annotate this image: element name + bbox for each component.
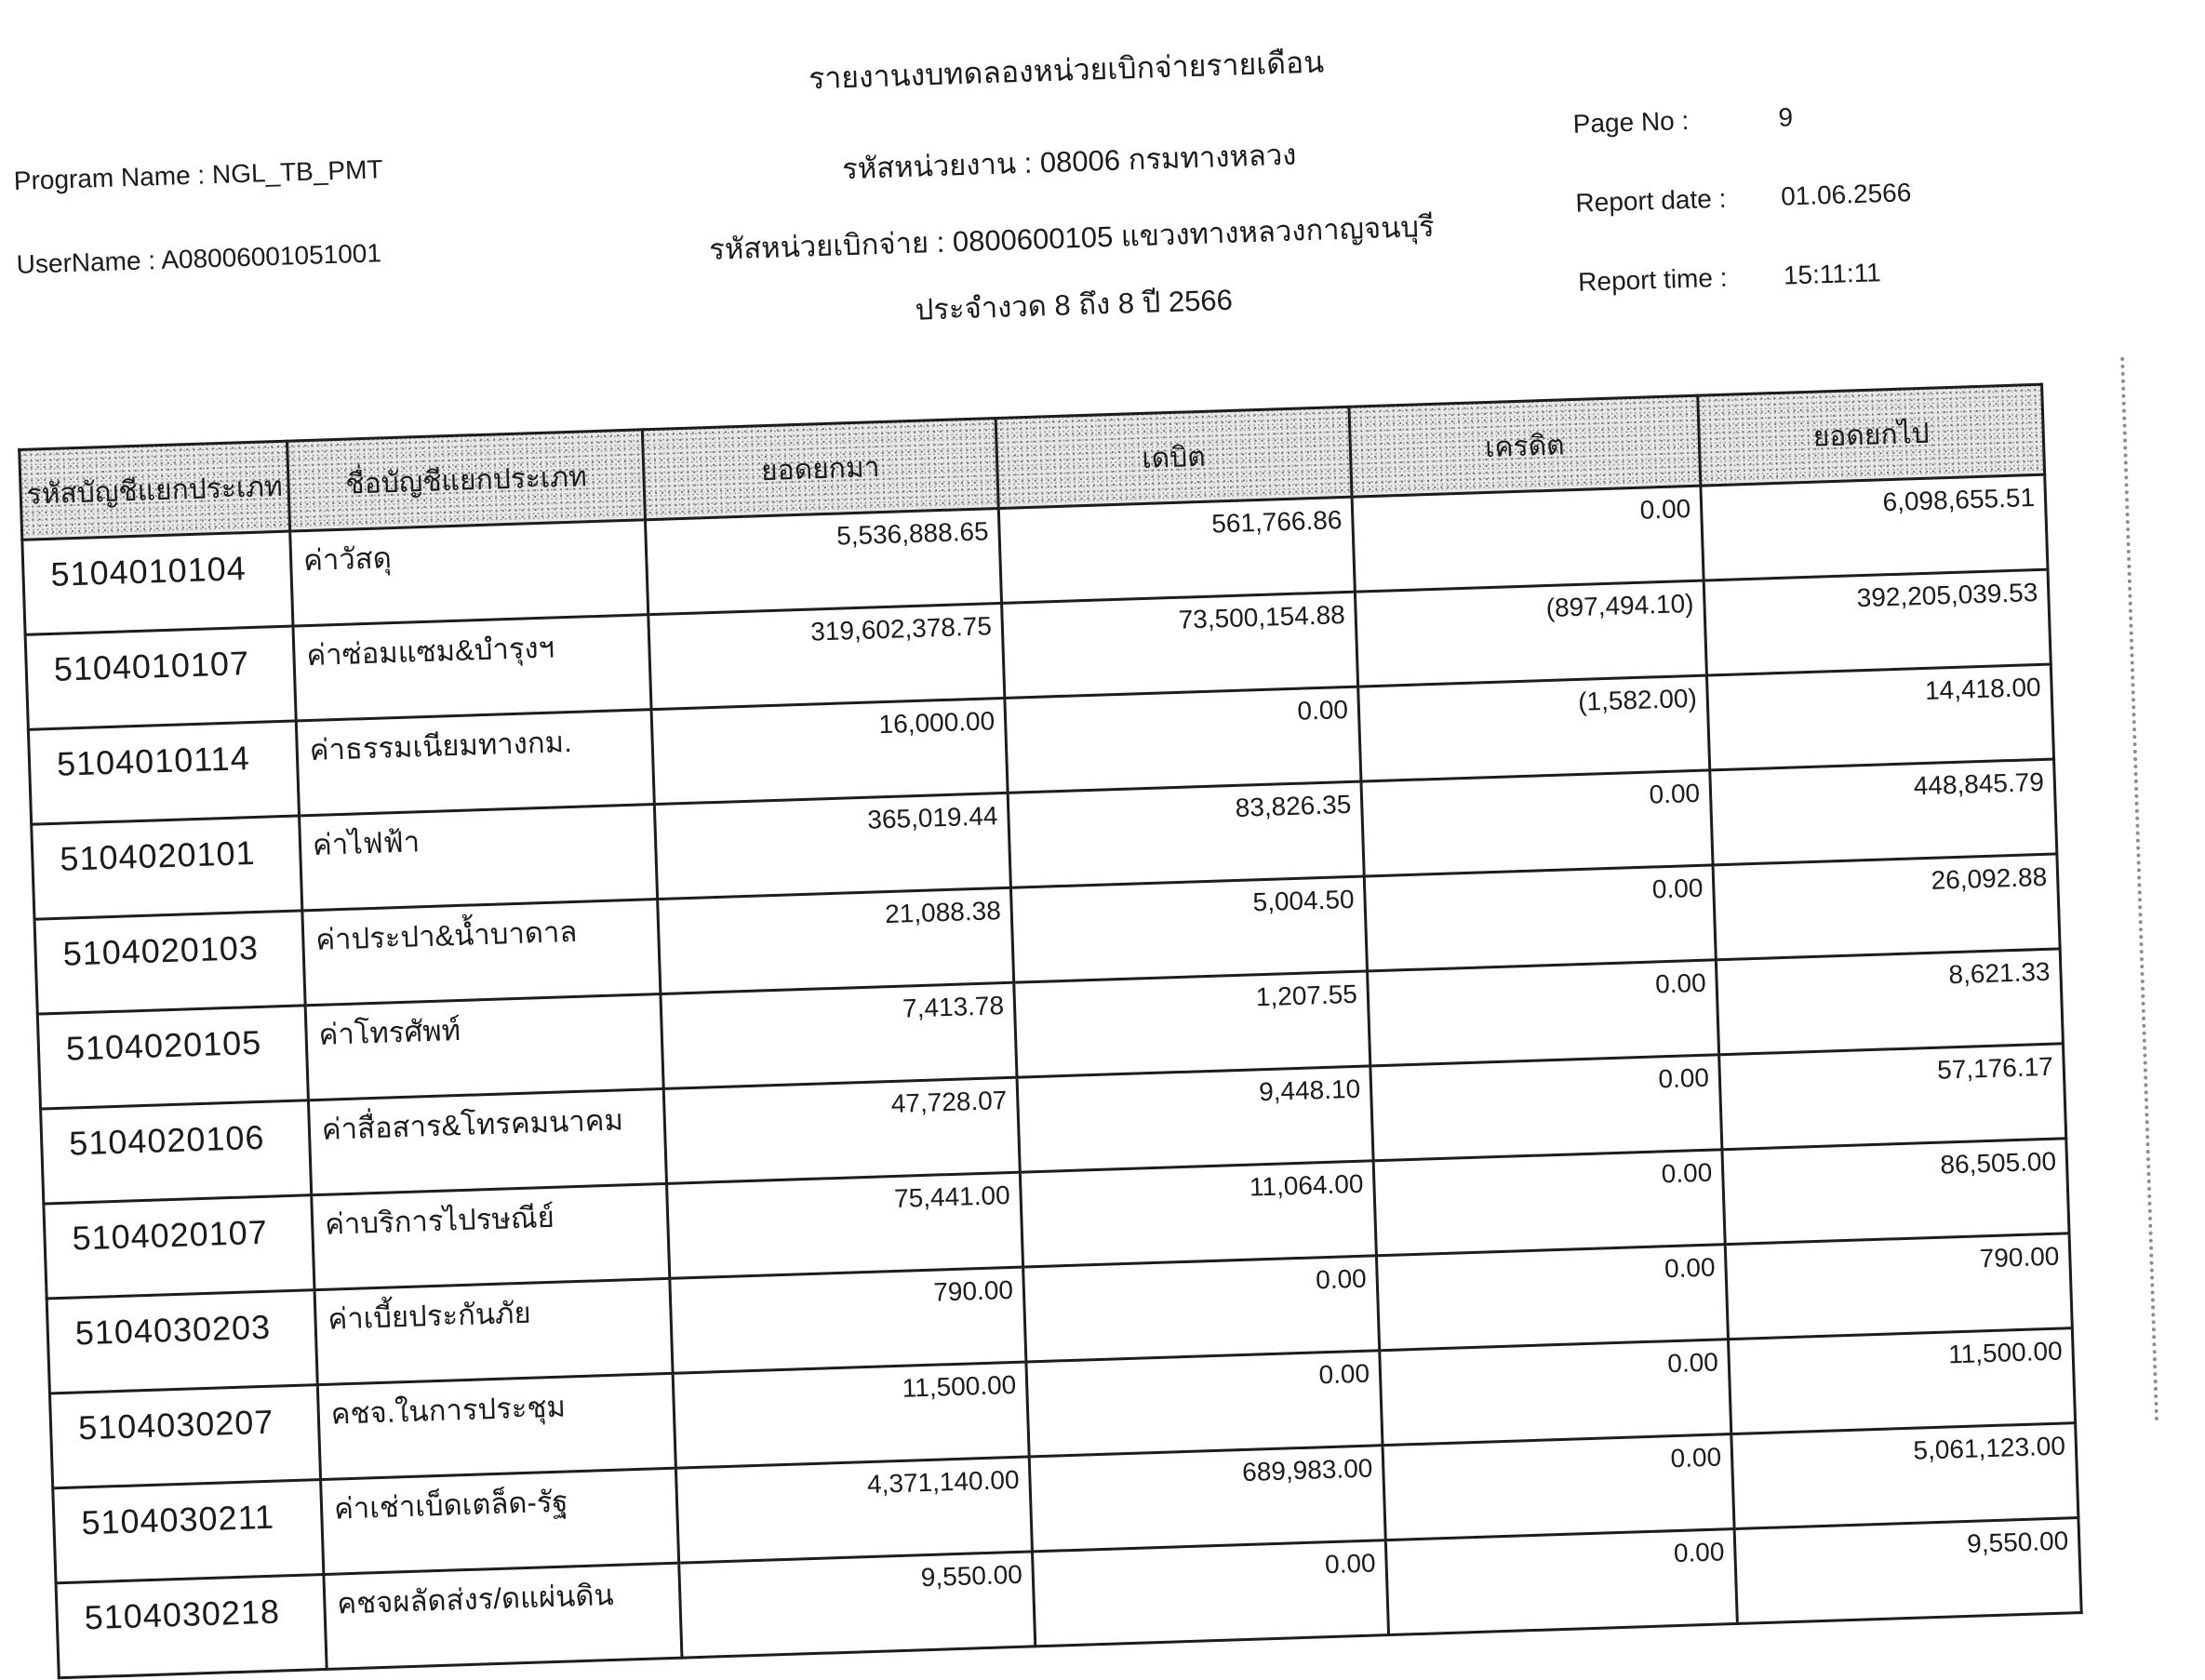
opening-balance-cell: 5,536,888.65	[645, 508, 1001, 614]
account-code-cell: 5104010104	[22, 531, 293, 634]
opening-balance-cell: 16,000.00	[651, 698, 1008, 804]
page-edge-artifact	[2120, 357, 2158, 1422]
account-name-cell: ค่าเช่าเบ็ดเตล็ด-รัฐ	[321, 1468, 679, 1574]
closing-balance-cell: 8,621.33	[1716, 949, 2063, 1055]
debit-cell: 5,004.50	[1010, 876, 1367, 982]
header-debit: เดบิต	[996, 407, 1352, 508]
period-line: ประจำงวด 8 ถึง 8 ปี 2566	[915, 283, 1234, 327]
account-name-cell: ค่าบริการไปรษณีย์	[312, 1183, 670, 1289]
account-code-cell: 5104020103	[34, 911, 305, 1014]
opening-balance-cell: 365,019.44	[654, 793, 1010, 899]
header-closing-balance: ยอดยกไป	[1698, 384, 2045, 486]
account-code-cell: 5104030218	[56, 1575, 327, 1678]
closing-balance-cell: 9,550.00	[1734, 1518, 2081, 1624]
credit-cell: (897,494.10)	[1355, 580, 1706, 687]
opening-balance-cell: 7,413.78	[661, 982, 1017, 1088]
closing-balance-cell: 57,176.17	[1719, 1044, 2066, 1150]
credit-cell: 0.00	[1373, 1150, 1725, 1256]
trial-balance-table	[18, 383, 2083, 1680]
credit-cell: 0.00	[1361, 770, 1713, 876]
header-account-name: ชื่อบัญชีแยกประเภท	[287, 430, 646, 531]
account-code-cell: 5104010114	[28, 721, 299, 824]
closing-balance-cell: 86,505.00	[1722, 1139, 2069, 1245]
debit-cell: 83,826.35	[1008, 781, 1364, 887]
credit-cell: 0.00	[1376, 1245, 1728, 1351]
account-code-cell: 5104020106	[41, 1100, 312, 1204]
header-opening-balance: ยอดยกมา	[642, 419, 998, 520]
debit-cell: 561,766.86	[998, 497, 1355, 603]
program-name-label: Program Name :	[13, 160, 206, 195]
disbursement-unit-line: รหัสหน่วยเบิกจ่าย : 0800600105 แขวงทางหลวงกาญจนบุรี	[708, 209, 1436, 266]
account-name-cell: ค่าซ่อมแซม&บำรุงฯ	[293, 615, 651, 721]
closing-balance-cell: 14,418.00	[1706, 664, 2053, 770]
account-name-cell: ค่าโทรศัพท์	[305, 993, 663, 1100]
opening-balance-cell: 9,550.00	[679, 1552, 1036, 1658]
credit-cell: 0.00	[1383, 1434, 1734, 1540]
report-time-value: 15:11:11	[1783, 258, 1882, 290]
debit-cell: 11,064.00	[1020, 1161, 1376, 1267]
report-date-value: 01.06.2566	[1780, 178, 1912, 211]
username-label: UserName :	[16, 246, 156, 279]
opening-balance-cell: 319,602,378.75	[648, 603, 1005, 709]
opening-balance-cell: 790.00	[670, 1267, 1026, 1373]
account-code-cell: 5104030211	[53, 1480, 324, 1583]
account-code-cell: 5104030203	[47, 1290, 317, 1393]
account-name-cell: ค่าเบี้ยประกันภัย	[314, 1278, 673, 1384]
credit-cell: (1,582.00)	[1358, 675, 1710, 781]
account-name-cell: คชจผลัดส่งร/ดแผ่นดิน	[324, 1563, 682, 1669]
closing-balance-cell: 5,061,123.00	[1731, 1423, 2078, 1529]
debit-cell: 0.00	[1032, 1540, 1388, 1647]
page-no-value: 9	[1777, 102, 1794, 132]
account-code-cell: 5104020101	[32, 816, 302, 919]
report-title: รายงานงบทดลองหน่วยเบิกจ่ายรายเดือน	[808, 45, 1325, 96]
opening-balance-cell: 11,500.00	[673, 1362, 1029, 1468]
credit-cell: 0.00	[1370, 1055, 1722, 1161]
table-body	[22, 474, 2081, 1678]
closing-balance-cell: 448,845.79	[1710, 759, 2057, 865]
debit-cell: 73,500,154.88	[1002, 592, 1358, 698]
opening-balance-cell: 21,088.38	[658, 887, 1014, 993]
credit-cell: 0.00	[1368, 960, 1719, 1066]
account-name-cell: ค่าประปา&น้ำบาดาล	[302, 900, 661, 1006]
header-credit: เครดิต	[1349, 395, 1701, 497]
report-time-label: Report time :	[1577, 262, 1728, 297]
debit-cell: 0.00	[1023, 1256, 1380, 1362]
closing-balance-cell: 26,092.88	[1713, 854, 2060, 960]
closing-balance-cell: 790.00	[1725, 1233, 2072, 1340]
account-name-cell: ค่าธรรมเนียมทางกม.	[296, 710, 654, 816]
debit-cell: 689,983.00	[1029, 1446, 1385, 1552]
report-date-label: Report date :	[1574, 183, 1727, 218]
debit-cell: 9,448.10	[1017, 1066, 1373, 1172]
opening-balance-cell: 47,728.07	[663, 1077, 1020, 1183]
debit-cell: 0.00	[1026, 1351, 1383, 1457]
closing-balance-cell: 11,500.00	[1729, 1328, 2076, 1434]
debit-cell: 1,207.55	[1014, 971, 1370, 1077]
credit-cell: 0.00	[1380, 1340, 1731, 1446]
closing-balance-cell: 6,098,655.51	[1701, 474, 2048, 580]
header-account-code: รหัสบัญชีแยกประเภท	[20, 441, 290, 540]
credit-cell: 0.00	[1385, 1529, 1737, 1635]
page-no-label: Page No :	[1572, 105, 1690, 139]
username-value: A08006001051001	[160, 238, 382, 274]
trial-balance-table-wrap	[18, 383, 2083, 1680]
account-code-cell: 5104020105	[37, 1006, 308, 1109]
account-name-cell: ค่าไฟฟ้า	[300, 805, 658, 911]
account-name-cell: ค่าวัสดุ	[290, 520, 648, 626]
credit-cell: 0.00	[1364, 865, 1716, 971]
account-name-cell: ค่าสื่อสาร&โทรคมนาคม	[308, 1088, 666, 1194]
credit-cell: 0.00	[1352, 486, 1704, 592]
opening-balance-cell: 75,441.00	[667, 1172, 1023, 1278]
opening-balance-cell: 4,371,140.00	[675, 1457, 1032, 1563]
debit-cell: 0.00	[1005, 687, 1361, 793]
agency-code-line: รหัสหน่วยงาน : 08006 กรมทางหลวง	[841, 138, 1297, 186]
account-code-cell: 5104020107	[44, 1195, 314, 1299]
program-name-value: NGL_TB_PMT	[211, 154, 383, 190]
account-code-cell: 5104010107	[25, 626, 296, 729]
account-code-cell: 5104030207	[49, 1385, 320, 1488]
account-name-cell: คชจ.ในการประชุม	[317, 1373, 675, 1479]
closing-balance-cell: 392,205,039.53	[1704, 569, 2051, 675]
